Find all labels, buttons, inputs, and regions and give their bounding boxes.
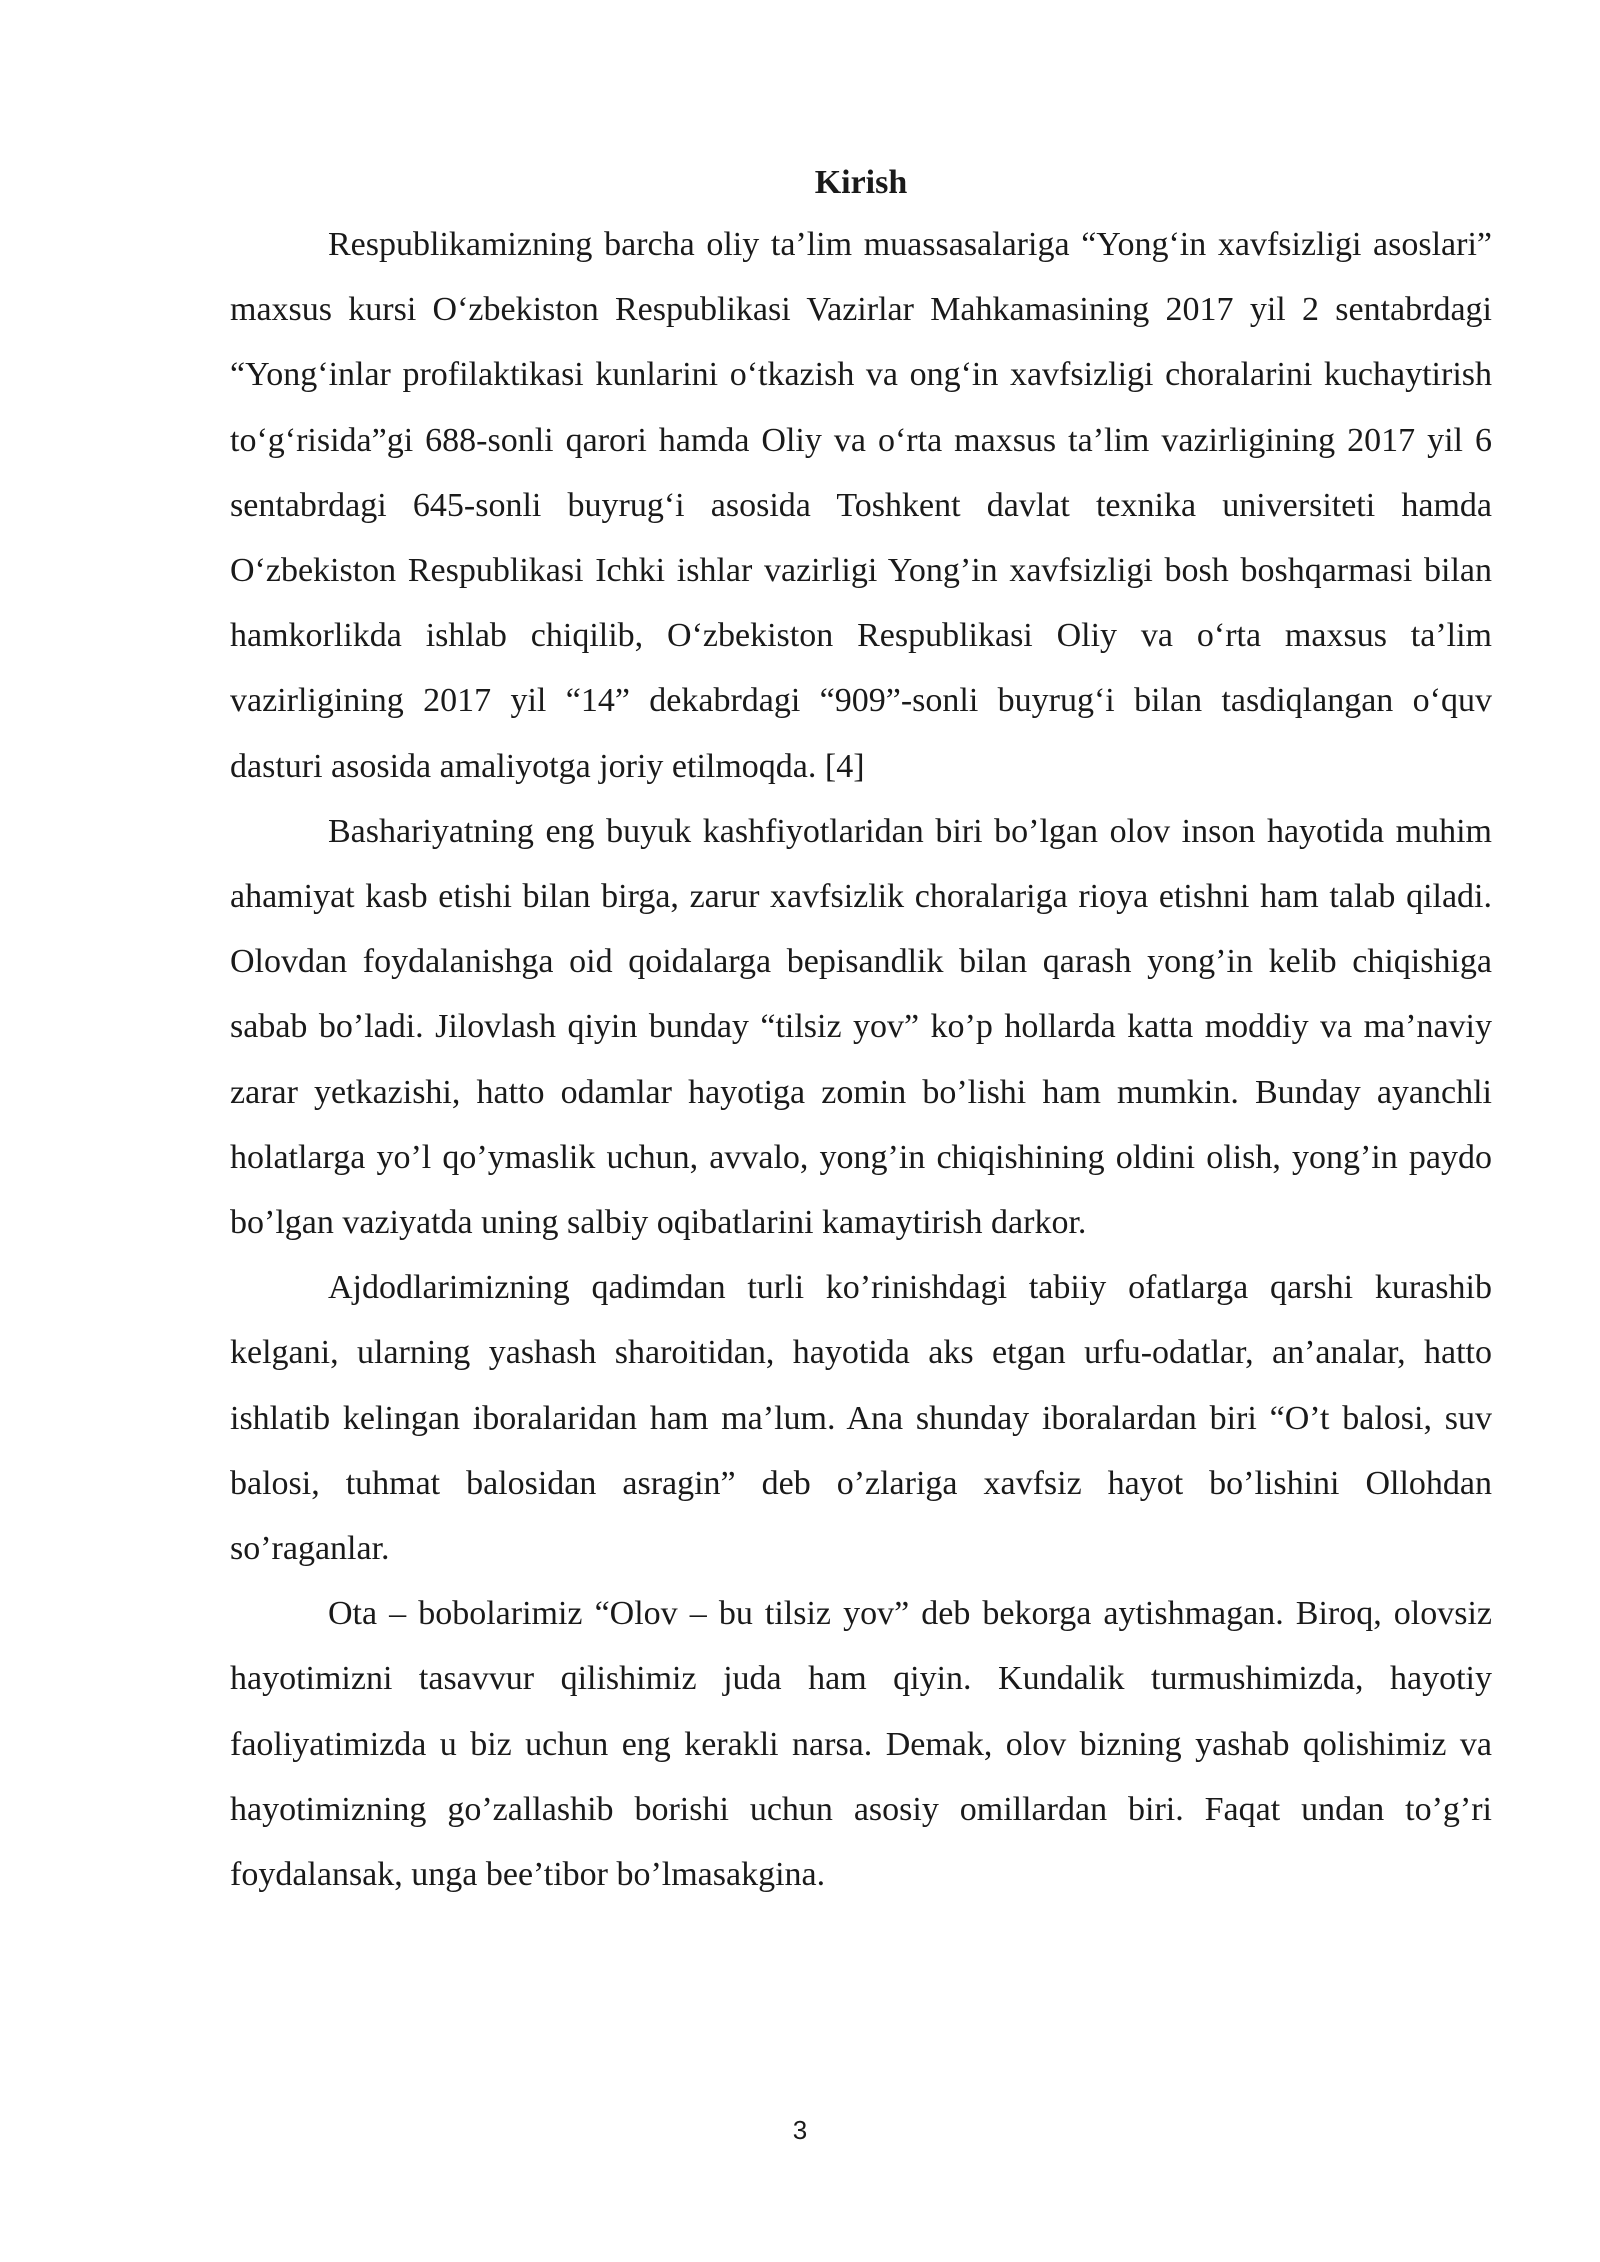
page-body bbox=[230, 158, 1492, 1907]
page-title: Kirish bbox=[814, 164, 908, 201]
paragraph-1: Respublikamizning barcha oliy ta’lim muassasalariga “Yong‘in xavfsizligi asoslari” maxsus kursi O‘zbekiston Respublikasi Vazirlar Mahkamasining 2017 yil 2 sentabrdagi “Yong‘inlar profilaktikasi kunlarini o‘tkazish va ong‘in xavfsizligi choralarini kuchaytirish to‘g‘risida”gi 688-sonli qarori hamda Oliy va o‘rta maxsus ta’lim vazirligining 2017 yil 6 sentabrdagi 645-sonli buyrug‘i asosida Toshkent davlat texnika universiteti hamda O‘zbekiston Respublikasi Ichki ishlar vazirligi Yong’in xavfsizligi bosh boshqarmasi bilan hamkorlikda ishlab chiqilib, O‘zbekiston Respublikasi Oliy va o‘rta maxsus ta’lim vazirligining 2017 yil “14” dekabrdagi “909”-sonli buyrug‘i bilan tasdiqlangan o‘quv dasturi asosida amaliyotga joriy etilmoqda. [4] bbox=[230, 226, 1492, 785]
paragraph-4: Ota – bobolarimiz “Olov – bu tilsiz yov” deb bekorga aytishmagan. Biroq, olovsiz hayotimizni tasavvur qilishimiz juda ham qiyin. Kundalik turmushimizda, hayotiy faoliyatimizda u biz uchun eng kerakli narsa. Demak, olov bizning yashab qolishimiz va hayotimizning go’zallashib borishi uchun asosiy omillardan biri. Faqat undan to’g’ri foydalansak, unga bee’tibor bo’lmasakgina. bbox=[230, 1595, 1492, 1894]
paragraph-3: Ajdodlarimizning qadimdan turli ko’rinishdagi tabiiy ofatlarga qarshi kurashib kelgani, ularning yashash sharoitidan, hayotida aks etgan urfu-odatlar, an’analar, hatto ishlatib kelingan iboralaridan ham ma’lum. Ana shunday iboralardan biri “O’t balosi, suv balosi, tuhmat balosidan asragin” deb o’zlariga xavfsiz hayot bo’lishini Ollohdan so’raganlar. bbox=[230, 1269, 1492, 1568]
paragraph-2: Bashariyatning eng buyuk kashfiyotlaridan biri bo’lgan olov inson hayotida muhim ahamiyat kasb etishi bilan birga, zarur xavfsizlik choralariga rioya etishni ham talab qiladi. Olovdan foydalanishga oid qoidalarga bepisandlik bilan qarash yong’in kelib chiqishiga sabab bo’ladi. Jilovlash qiyin bunday “tilsiz yov” ko’p hollarda katta moddiy va ma’naviy zarar yetkazishi, hatto odamlar hayotiga zomin bo’lishi ham mumkin. Bunday ayanchli holatlarga yo’l qo’ymaslik uchun, avvalo, yong’in chiqishining oldini olish, yong’in paydo bo’lgan vaziyatda uning salbiy oqibatlarini kamaytirish darkor. bbox=[230, 812, 1492, 1242]
page-number: 3 bbox=[792, 2115, 808, 2145]
